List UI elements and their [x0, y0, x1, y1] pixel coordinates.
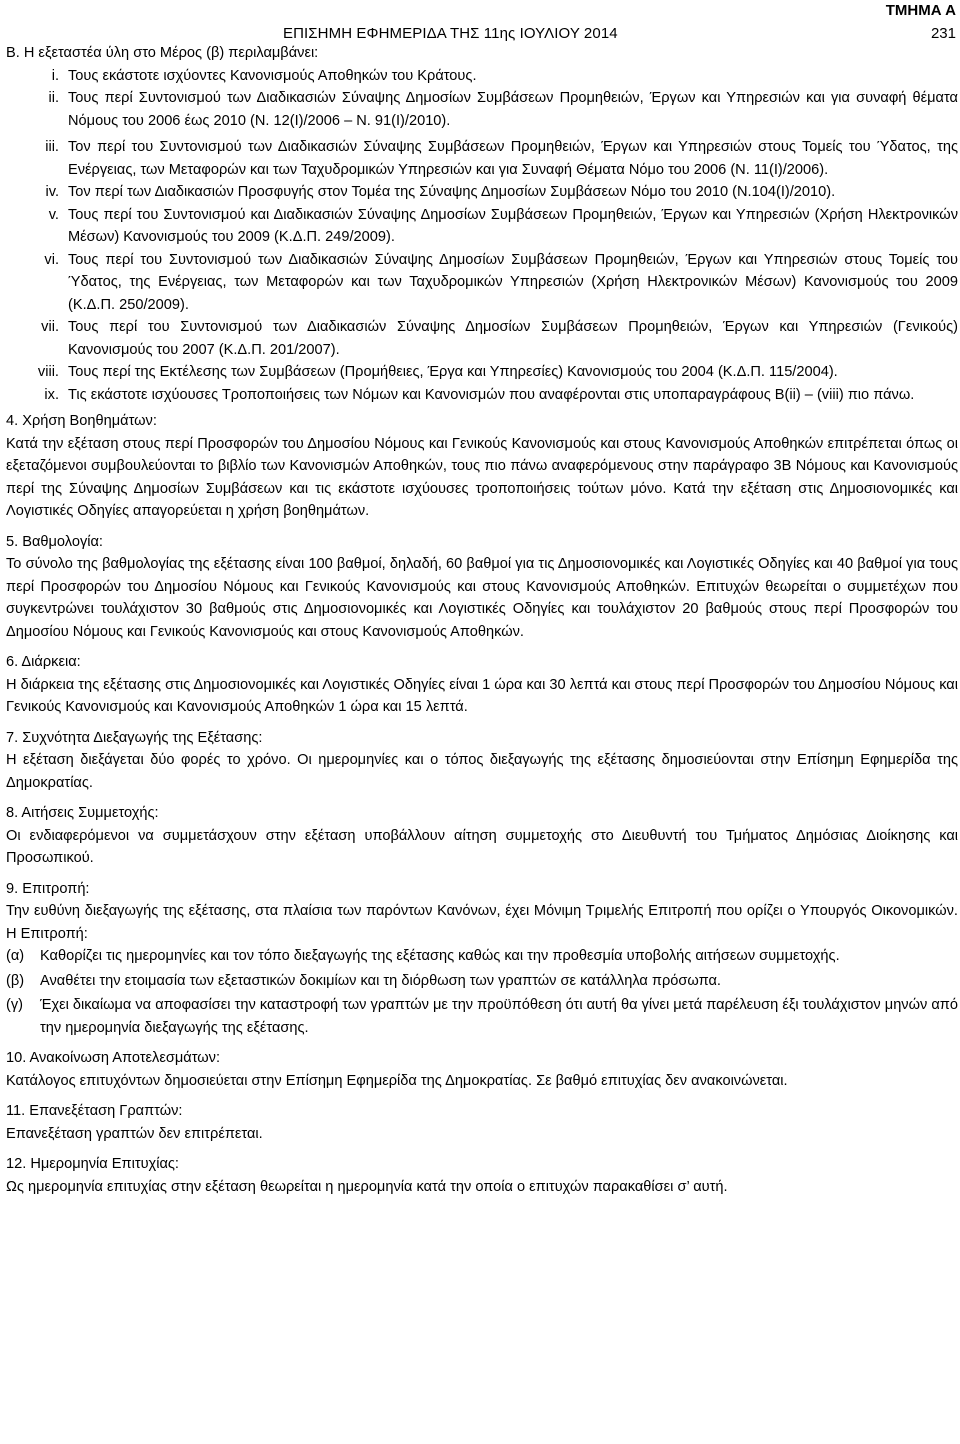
list-item	[6, 65, 958, 88]
page-number: 231	[930, 25, 956, 42]
section-title-committee: 9. Επιτροπή:	[6, 880, 90, 897]
list-item	[6, 136, 958, 181]
section-body-review: Επανεξέταση γραπτών δεν επιτρέπεται.	[6, 1125, 263, 1142]
list-item-text: Καθορίζει τις ημερομηνίες και τον τόπο διεξαγωγής της εξέτασης καθώς και την προθεσμία υποβολής αιτήσεων συμμετοχής.	[40, 948, 840, 964]
section-label: ΤΜΗΜΑ Α	[885, 2, 956, 19]
list-item	[6, 994, 958, 1039]
list-item-number: iv.	[45, 184, 59, 200]
section-body-applications: Οι ενδιαφερόμενοι να συμμετάσχουν στην εξέταση υποβάλλουν αίτηση συμμετοχής στο Διευθυντή του Τμήματος Δημόσιας Διοίκησης και Προσωπικού.	[6, 827, 958, 866]
list-item	[6, 181, 958, 204]
list-item-number: i.	[51, 67, 59, 84]
section-title-applications: 8. Αιτήσεις Συμμετοχής:	[6, 805, 159, 821]
list-item-number: v.	[48, 206, 59, 223]
section-title-results: 10. Ανακοίνωση Αποτελεσμάτων:	[6, 1050, 221, 1066]
list-item-text: Τους περί Συντονισμού των Διαδικασιών Σύναψης Δημοσίων Συμβάσεων Προμηθειών, Έργων και Υπηρεσιών και για συναφή θέματα Νόμους του 2006 έως 2010 (Ν. 12(Ι)/2006 – Ν. 91(Ι)/2010).	[68, 90, 958, 129]
list-item-number: ii.	[48, 90, 59, 106]
section-title-review: 11. Επανεξέταση Γραπτών:	[6, 1103, 183, 1119]
gazette-title: ΕΠΙΣΗΜΗ ΕΦΗΜΕΡΙΔΑ ΤΗΣ 11ης ΙΟΥΛΙΟΥ 2014	[283, 25, 618, 42]
list-item-number: vi.	[44, 251, 59, 268]
list-item-text: Έχει δικαίωμα να αποφασίσει την καταστροφή των γραπτών με την προϋπόθεση ότι αυτή θα γίνει μετά παρέλευση έξι τουλάχιστον μηνών από την ημερομηνία διεξαγωγής της εξέτασης.	[40, 997, 958, 1036]
list-item	[6, 970, 958, 993]
list-item	[6, 384, 958, 407]
document-body	[6, 42, 958, 1198]
list-item-text: Τις εκάστοτε ισχύουσες Τροποποιήσεις των Νόμων και Κανονισμών που αναφέρονται στις υποπαραγράφους Β(ii) – (viii) πιο πάνω.	[68, 386, 915, 403]
page-header	[0, 0, 960, 44]
list-item-text: Τους περί του Συντονισμού των Διαδικασιών Σύναψης Δημοσίων Συμβάσεων Προμηθειών, Έργων και Υπηρεσιών (Γενικούς) Κανονισμούς του 2007 (Κ.Δ.Π. 201/2007).	[68, 319, 958, 358]
section-body-aids: Κατά την εξέταση στους περί Προσφορών του Δημοσίου Νόμους και Γενικούς Κανονισμούς και στους Κανονισμούς Αποθηκών επιτρέπεται όπως οι εξεταζόμενοι συμβουλεύονται το βιβλίο των Κανονισμών Αποθηκών, τους πιο πάνω αναφερόμενους στην παράγραφο 3Β Νόμους και Κανονισμούς περί της Σύναψης Δημοσίων Συμβάσεων και τις εκάστοτε ισχύουσες τροποποιήσεις τούτων μόνο. Κατά την εξέταση στις Δημοσιονομικές και Λογιστικές Οδηγίες απαγορεύεται η χρήση βοηθημάτων.	[6, 435, 958, 519]
list-item-number: (β)	[6, 972, 25, 989]
syllabus-list	[6, 65, 958, 407]
list-item-text: Αναθέτει την ετοιμασία των εξεταστικών δοκιμίων και τη διόρθωση των γραπτών σε κατάλληλα πρόσωπα.	[40, 972, 721, 989]
list-item-number: ix.	[44, 386, 59, 403]
subsection-b-heading: Β. Η εξεταστέα ύλη στο Μέρος (β) περιλαμβάνει:	[6, 45, 319, 61]
list-item-number: vii.	[41, 319, 59, 335]
list-item-text: Τους εκάστοτε ισχύοντες Κανονισμούς Αποθηκών του Κράτους.	[68, 67, 477, 84]
list-item-number: viii.	[37, 364, 59, 380]
list-item-number: (γ)	[6, 997, 24, 1013]
section-title-duration: 6. Διάρκεια:	[6, 654, 81, 670]
section-body-frequency: Η εξέταση διεξάγεται δύο φορές το χρόνο. Οι ημερομηνίες και ο τόπος διεξαγωγής της εξέτασης δημοσιεύονται στην Επίσημη Εφημερίδα της Δημοκρατίας.	[6, 752, 958, 791]
list-item	[6, 316, 958, 361]
list-item-text: Τον περί των Διαδικασιών Προσφυγής στον Τομέα της Σύναψης Δημοσίων Συμβάσεων Νόμο του 2010 (Ν.104(Ι)/2010).	[68, 184, 836, 200]
list-item-text: Τους περί της Εκτέλεσης των Συμβάσεων (Προμήθειες, Έργα και Υπηρεσίες) Κανονισμούς του 2004 (Κ.Δ.Π. 115/2004).	[68, 364, 838, 380]
section-body-duration: Η διάρκεια της εξέτασης στις Δημοσιονομικές και Λογιστικές Οδηγίες είναι 1 ώρα και 30 λεπτά και στους περί Προσφορών του Δημοσίου Νόμους και Γενικούς Κανονισμούς και Κανονισμούς Αποθηκών 1 ώρα και 15 λεπτά.	[6, 676, 958, 715]
list-item	[6, 945, 958, 968]
section-body-grading: Το σύνολο της βαθμολογίας της εξέτασης είναι 100 βαθμοί, δηλαδή, 60 βαθμοί για τις Δημοσιονομικές και Λογιστικές Οδηγίες και 40 βαθμοί για τους περί Προσφορών του Δημοσίου Νόμους και Γενικούς Κανονισμούς και στους Κανονισμούς Αποθηκών. Επιτυχών θεωρείται ο συμμετέχων που συγκεντρώνει τουλάχιστον 30 βαθμούς στις Δημοσιονομικές και Λογιστικές Οδηγίες και τουλάχιστον 20 βαθμούς στους περί Προσφορών του Δημοσίου Νόμους και Γενικούς Κανονισμούς και στους Κανονισμούς Αποθηκών.	[6, 556, 958, 640]
section-title-success-date: 12. Ημερομηνία Επιτυχίας:	[6, 1156, 179, 1172]
section-body-committee: Την ευθύνη διεξαγωγής της εξέτασης, στα πλαίσια των παρόντων Κανόνων, έχει Μόνιμη Τριμελής Επιτροπή που ορίζει ο Υπουργός Οικονομικών. Η Επιτροπή:	[6, 903, 958, 942]
list-item-text: Τους περί του Συντονισμού των Διαδικασιών Σύναψης Δημοσίων Συμβάσεων Προμηθειών, Έργων και Υπηρεσιών στους Τομείς του Ύδατος, της Ενέργειας, των Μεταφορών και των Ταχυδρομικών Υπηρεσιών (Χρήση Ηλεκτρονικών Μέσων) Κανονισμούς του 2009 (Κ.Δ.Π. 250/2009).	[68, 251, 958, 313]
section-title-grading: 5. Βαθμολογία:	[6, 533, 103, 550]
list-item	[6, 87, 958, 132]
list-item-number: iii.	[45, 139, 59, 155]
section-title-aids: 4. Χρήση Βοηθημάτων:	[6, 413, 157, 429]
section-title-frequency: 7. Συχνότητα Διεξαγωγής της Εξέτασης:	[6, 729, 263, 746]
list-item	[6, 361, 958, 384]
list-item-text: Τον περί του Συντονισμού των Διαδικασιών Σύναψης Συμβάσεων Προμηθειών, Έργων και Υπηρεσιών στους Τομείς του Ύδατος, της Ενέργειας, των Μεταφορών και των Ταχυδρομικών Υπηρεσιών και για Συναφή Θέματα Νόμο του 2006 (Ν. 11(Ι)/2006).	[68, 139, 958, 178]
section-body-results: Κατάλογος επιτυχόντων δημοσιεύεται στην Επίσημη Εφημερίδα της Δημοκρατίας. Σε βαθμό επιτυχίας δεν ανακοινώνεται.	[6, 1072, 788, 1089]
list-item	[6, 204, 958, 249]
list-item-number: (α)	[6, 948, 25, 964]
list-item-text: Τους περί του Συντονισμού και Διαδικασιών Σύναψης Δημοσίων Συμβάσεων Προμηθειών, Έργων και Υπηρεσιών (Χρήση Ηλεκτρονικών Μέσων) Κανονισμούς του 2009 (Κ.Δ.Π. 249/2009).	[68, 206, 958, 245]
list-item	[6, 249, 958, 317]
section-body-success-date: Ως ημερομηνία επιτυχίας στην εξέταση θεωρείται η ημερομηνία κατά την οποία ο επιτυχών παρακαθίσει σ’ αυτή.	[6, 1178, 728, 1195]
